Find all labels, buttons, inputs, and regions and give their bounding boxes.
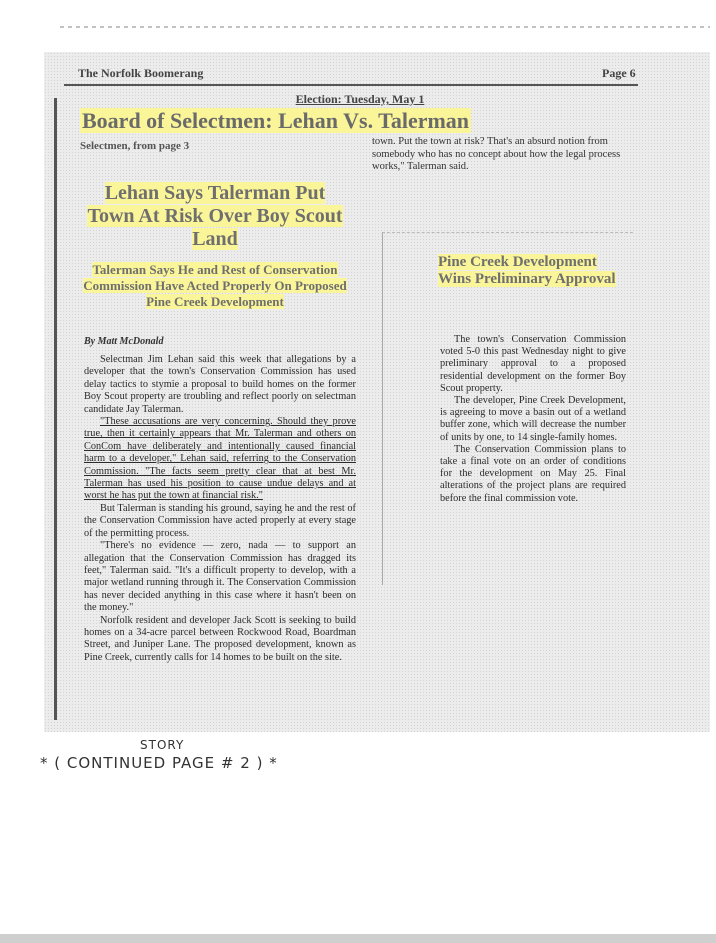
jump-kicker: Selectmen, from page 3 [80,140,190,152]
paragraph: The town's Conservation Commission voted 5-0 this past Wednesday night to give preliminary approval to a proposed residential development on the former Boy Scout property. [440,334,626,394]
story1-deck: Talerman Says He and Rest of Conservation Commission Have Acted Properly On Proposed Pine Creek Development [83,262,347,309]
header-rule [64,84,638,86]
story1-body [84,354,356,664]
paragraph: But Talerman is standing his ground, saying he and the rest of the Conservation Commission have acted properly at every stage of the permitting process. [84,502,356,539]
handwritten-note [40,738,400,788]
paragraph: "There's no evidence — zero, nada — to support an allegation that the Conservation Commission has dragged its feet," Talerman said. "It's a difficult property to develop, with a major wetland running through it. The Conservation Commission has never decided anything in this case where it hasn't been on the money." [84,540,356,614]
page-number: Page 6 [602,66,636,80]
paragraph-underlined: "These accusations are very concerning. Should they prove true, then it certainly appears that Mr. Talerman and others on ConCom have deliberately and intentionally caused financial harm to a developer," Lehan said, referring to the Conservation Commission. "The facts seem pretty clear that at best Mr. Talerman has used his position to cause undue delays and at worst he has put the town at financial risk." [84,416,356,502]
paragraph: Norfolk resident and developer Jack Scott is seeking to build homes on a 34-acre parcel between Rockwood Road, Boardman Street, and Juniper Lane. The proposed development, known as Pine Creek, currently calls for 14 homes to be built on the site. [84,614,356,663]
continued-text: town. Put the town at risk? That's an absurd notion from somebody who has no concept about how the legal process works," Talerman said. [372,136,621,173]
scan-border-line [60,26,710,28]
scan-bottom-edge [0,934,716,943]
handnote-line1: STORY [140,738,185,752]
story2-headline: Pine Creek Development Wins Preliminary Approval [438,254,616,287]
byline: By Matt McDonald [84,336,164,347]
story1-headline: Lehan Says Talerman Put Town At Risk Over Boy Scout Land [87,182,343,250]
newspaper-name: The Norfolk Boomerang [78,66,204,80]
paragraph: Selectman Jim Lehan said this week that allegations by a developer that the town's Conservation Commission has used delay tactics to stymie a proposal to build homes on the former Boy Scout property are troubling and reflect poorly on selectman candidate Jay Talerman. [84,354,356,415]
story2-body [440,334,626,505]
paragraph: The developer, Pine Creek Development, is agreeing to move a basin out of a wetland buffer zone, which will decrease the number of units by one, to 14 single-family homes. [440,395,626,443]
election-date: Election: Tuesday, May 1 [295,92,425,106]
handnote-line2: * ( CONTINUED PAGE # 2 ) * [40,754,278,772]
paragraph: The Conservation Commission plans to take a final vote on an order of conditions for the development on May 25. Final alterations of the project plans are required before the final commission vote. [440,443,626,504]
section-banner: Board of Selectmen: Lehan Vs. Talerman [82,108,470,133]
column-rule [54,98,57,720]
